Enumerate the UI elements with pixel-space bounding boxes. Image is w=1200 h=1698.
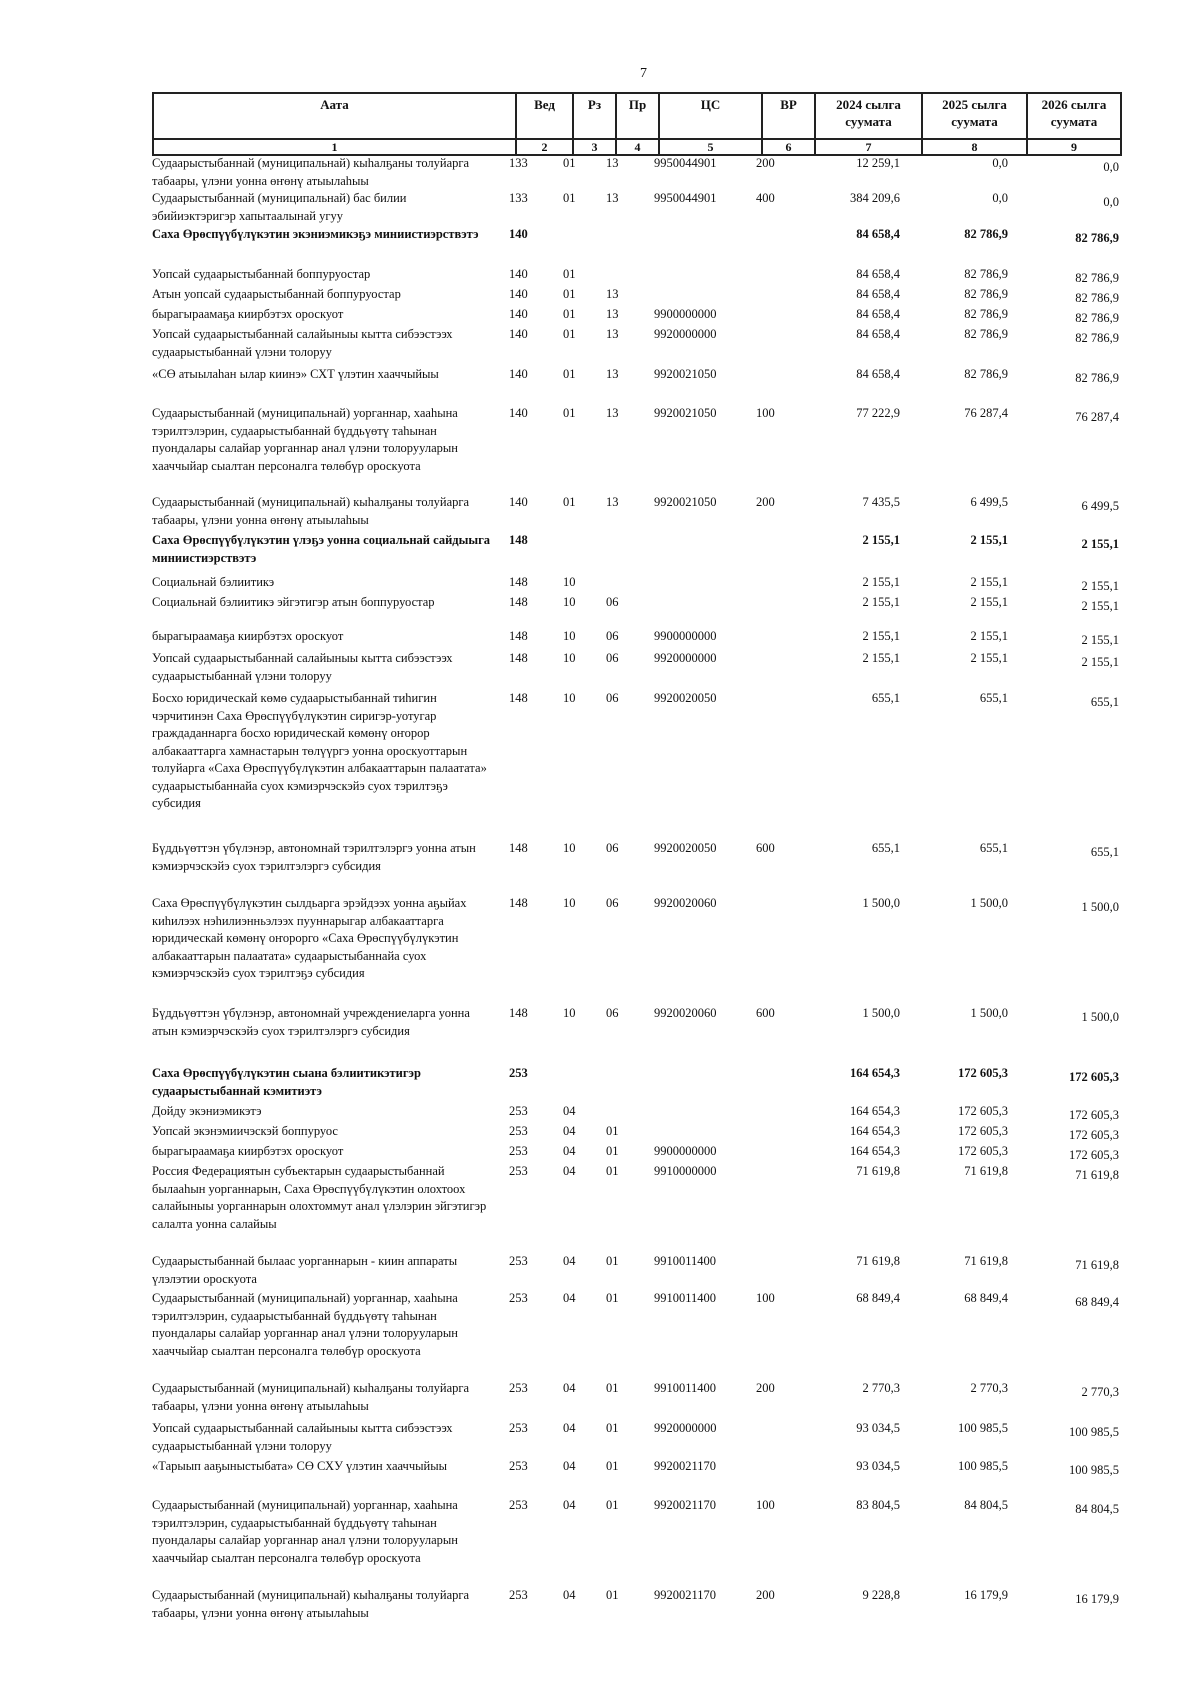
row-2026: 84 804,5 [1075, 1502, 1119, 1516]
row-2026: 655,1 [1090, 845, 1119, 859]
col-num: 8 [922, 139, 1027, 155]
row-ved: 253 [509, 1421, 528, 1435]
row-cs: 9920000000 [654, 651, 717, 665]
row-2025: 100 985,5 [958, 1459, 1008, 1473]
row-2025: 1 500,0 [970, 896, 1008, 910]
row-2026: 16 179,9 [1075, 1592, 1119, 1606]
row-cs: 9920021050 [654, 406, 717, 420]
row-rz: 04 [563, 1421, 576, 1435]
row-cs: 9920021170 [654, 1459, 717, 1473]
row-2025: 71 619,8 [964, 1164, 1008, 1178]
row-2025: 68 849,4 [964, 1291, 1008, 1305]
row-ved: 253 [509, 1381, 528, 1395]
row-ved: 140 [509, 495, 528, 509]
row-pr: 01 [606, 1124, 619, 1138]
row-name: «Тарыып ааҕыныстыбата» СӨ СХУ үлэтин хааччыйыы [152, 1459, 448, 1473]
row-cs: 9920020050 [654, 691, 717, 705]
row-ved: 140 [509, 327, 528, 341]
row-ved: 253 [509, 1291, 528, 1305]
row-2025: 82 786,9 [964, 327, 1008, 341]
row-2026: 2 155,1 [1081, 599, 1119, 613]
col-header-2025: 2025 сылга суумата [922, 93, 1027, 139]
row-rz: 04 [563, 1291, 576, 1305]
row-ved: 253 [509, 1164, 528, 1178]
row-vr: 100 [756, 406, 775, 420]
row-cs: 9920000000 [654, 327, 717, 341]
row-vr: 100 [756, 1291, 775, 1305]
row-2024: 2 155,1 [862, 575, 900, 589]
row-name: Судаарыстыбаннай (муниципальнай) кыһалҕаны толуйарга табаары, үлэни уонна өҥөнү атыылаһыы [152, 1381, 470, 1413]
page-number: 7 [640, 66, 647, 81]
row-ved: 140 [509, 367, 528, 381]
row-vr: 200 [756, 1588, 775, 1602]
row-name: Уопсай экэнэмиичэскэй боппуруос [152, 1124, 338, 1138]
row-2025: 2 770,3 [970, 1381, 1008, 1395]
row-pr: 06 [606, 841, 619, 855]
row-pr: 01 [606, 1588, 619, 1602]
row-vr: 200 [756, 495, 775, 509]
row-cs: 9910011400 [654, 1254, 717, 1268]
row-ved: 148 [509, 841, 528, 855]
row-cs: 9920020050 [654, 841, 717, 855]
row-name: бырагыраамаҕа киирбэтэх ороскуот [152, 629, 344, 643]
row-name: Дойду экэниэмикэтэ [152, 1104, 262, 1118]
row-ved: 140 [509, 227, 528, 241]
row-2024: 9 228,8 [862, 1588, 900, 1602]
row-2025: 655,1 [979, 691, 1008, 705]
row-2024: 2 155,1 [862, 629, 900, 643]
col-header-2024: 2024 сылга суумата [815, 93, 922, 139]
row-pr: 01 [606, 1421, 619, 1435]
row-rz: 10 [563, 629, 576, 643]
row-pr: 06 [606, 691, 619, 705]
row-2025: 0,0 [992, 156, 1008, 170]
row-pr: 06 [606, 629, 619, 643]
row-rz: 01 [563, 367, 576, 381]
row-ved: 148 [509, 629, 528, 643]
row-ved: 133 [509, 191, 528, 205]
col-header-pr: Пр [616, 93, 659, 139]
row-2026: 82 786,9 [1075, 291, 1119, 305]
row-2025: 82 786,9 [964, 227, 1008, 241]
row-ved: 253 [509, 1588, 528, 1602]
row-rz: 01 [563, 287, 576, 301]
row-2025: 100 985,5 [958, 1421, 1008, 1435]
row-rz: 10 [563, 595, 576, 609]
col-header-rz: Рз [573, 93, 616, 139]
row-2026: 0,0 [1103, 195, 1119, 209]
row-2025: 2 155,1 [970, 595, 1008, 609]
row-2026: 2 770,3 [1081, 1385, 1119, 1399]
row-vr: 400 [756, 191, 775, 205]
row-rz: 04 [563, 1459, 576, 1473]
row-ved: 253 [509, 1144, 528, 1158]
row-rz: 04 [563, 1381, 576, 1395]
row-ved: 148 [509, 896, 528, 910]
row-pr: 13 [606, 406, 619, 420]
row-2026: 2 155,1 [1081, 655, 1119, 669]
row-2025: 0,0 [992, 191, 1008, 205]
row-2024: 655,1 [871, 691, 900, 705]
row-2025: 172 605,3 [958, 1144, 1008, 1158]
row-2024: 2 770,3 [862, 1381, 900, 1395]
row-pr: 01 [606, 1381, 619, 1395]
row-2025: 2 155,1 [970, 629, 1008, 643]
row-name: бырагыраамаҕа киирбэтэх ороскуот [152, 307, 344, 321]
row-2024: 71 619,8 [856, 1254, 900, 1268]
row-2026: 2 155,1 [1081, 579, 1119, 593]
row-rz: 10 [563, 575, 576, 589]
row-2025: 82 786,9 [964, 307, 1008, 321]
col-num: 7 [815, 139, 922, 155]
row-ved: 253 [509, 1498, 528, 1512]
row-pr: 06 [606, 651, 619, 665]
row-2026: 1 500,0 [1081, 1010, 1119, 1024]
row-ved: 140 [509, 287, 528, 301]
row-2024: 12 259,1 [856, 156, 900, 170]
row-rz: 10 [563, 1006, 576, 1020]
row-rz: 04 [563, 1588, 576, 1602]
row-2024: 384 209,6 [850, 191, 900, 205]
row-ved: 133 [509, 156, 528, 170]
row-rz: 04 [563, 1144, 576, 1158]
row-2026: 82 786,9 [1075, 271, 1119, 285]
table-header [152, 92, 1122, 156]
row-vr: 200 [756, 1381, 775, 1395]
row-name: Судаарыстыбаннай (муниципальнай) кыһалҕаны толуйарга табаары, үлэни уонна өҥөнү атыылаһыы [152, 495, 470, 527]
row-2024: 93 034,5 [856, 1421, 900, 1435]
row-2024: 83 804,5 [856, 1498, 900, 1512]
row-2026: 82 786,9 [1075, 371, 1119, 385]
row-pr: 01 [606, 1291, 619, 1305]
row-rz: 10 [563, 651, 576, 665]
row-ved: 148 [509, 575, 528, 589]
row-2024: 93 034,5 [856, 1459, 900, 1473]
row-pr: 13 [606, 367, 619, 381]
row-ved: 148 [509, 691, 528, 705]
row-rz: 04 [563, 1164, 576, 1178]
row-2026: 82 786,9 [1075, 311, 1119, 325]
row-cs: 9900000000 [654, 1144, 717, 1158]
row-2025: 71 619,8 [964, 1254, 1008, 1268]
row-2024: 71 619,8 [856, 1164, 900, 1178]
row-name: Уопсай судаарыстыбаннай салайыныы кыттa сибээстээх судаарыстыбаннай үлэни толоруу [152, 1421, 453, 1453]
row-name: Бүддьүөттэн үбүлэнэр, автономнай тэрилтэлэргэ уонна атын кэмиэрчэскэйэ суох тэрилтэлэргэ субсидия [152, 841, 476, 873]
row-2026: 172 605,3 [1069, 1108, 1119, 1122]
row-ved: 140 [509, 307, 528, 321]
row-2024: 84 658,4 [856, 327, 900, 341]
row-cs: 9920021050 [654, 367, 717, 381]
row-name: Социальнай бэлиитикэ [152, 575, 275, 589]
row-vr: 100 [756, 1498, 775, 1512]
row-name: Атын уопсай судаарыстыбаннай боппуруостар [152, 287, 401, 301]
col-num: 9 [1027, 139, 1121, 155]
row-2026: 172 605,3 [1069, 1128, 1119, 1142]
col-num: 5 [659, 139, 762, 155]
row-name: Судаарыстыбаннай (муниципальнай) уорганнар, хааһына тэрилтэлэрин, судаарыстыбаннай бүддьүөтү таһынан пуондалары салайар уорганнар анал үлэни толорууларын хааччыйар сыалтан персоналга төлөбүр ороскуота [152, 1498, 458, 1565]
row-name: Судаарыстыбаннай (муниципальнай) бас билии эбийиэктэригэр хапытаалынай угуу [152, 191, 407, 223]
row-cs: 9920021170 [654, 1498, 717, 1512]
row-ved: 140 [509, 267, 528, 281]
row-2026: 2 155,1 [1081, 633, 1119, 647]
row-2024: 655,1 [871, 841, 900, 855]
row-2025: 6 499,5 [970, 495, 1008, 509]
row-name: Уопсай судаарыстыбаннай боппуруостар [152, 267, 371, 281]
row-name: Босхо юридическай көмө судаарыстыбаннай тиһигин чэрчитинэн Саха Өрөспүүбүлүкэтин сиригэр-уотугар граждаданнарга босхо юридическай көмөнү оҥорор албакааттарга хамнастарын төлүүргэ уонна ороскуоттарын толуйарга «Саха Өрөспүүбүлүкэтин албакааттарын палаатата» судаарыстыбаннайа суох кэмиэрчэскэйэ суох тэрилтэҕэ субсидия [152, 691, 487, 810]
row-pr: 01 [606, 1254, 619, 1268]
row-2025: 172 605,3 [958, 1066, 1008, 1080]
row-cs: 9920021170 [654, 1588, 717, 1602]
row-rz: 04 [563, 1498, 576, 1512]
row-cs: 9950044901 [654, 156, 717, 170]
col-header-name: Аата [153, 93, 516, 139]
row-name: Россия Федерациятын субъектарын судаарыстыбаннай былааһын уорганнарын, Саха Өрөспүүбүлүкэтин олохтоох салайыныы уорганнарын олохтоммут анал үлэлэрин эйгэтигэр салалта уонна салайыы [152, 1164, 487, 1231]
row-rz: 04 [563, 1124, 576, 1138]
row-cs: 9920020060 [654, 1006, 717, 1020]
row-cs: 9950044901 [654, 191, 717, 205]
row-2025: 16 179,9 [964, 1588, 1008, 1602]
row-cs: 9900000000 [654, 307, 717, 321]
row-pr: 13 [606, 495, 619, 509]
row-pr: 01 [606, 1164, 619, 1178]
row-pr: 13 [606, 327, 619, 341]
row-2024: 7 435,5 [862, 495, 900, 509]
row-pr: 01 [606, 1144, 619, 1158]
row-2026: 76 287,4 [1075, 410, 1119, 424]
row-cs: 9910011400 [654, 1291, 717, 1305]
row-2024: 2 155,1 [862, 595, 900, 609]
col-header-2026: 2026 сылга суумата [1027, 93, 1121, 139]
row-2024: 2 155,1 [862, 533, 900, 547]
row-2025: 1 500,0 [970, 1006, 1008, 1020]
row-2025: 2 155,1 [970, 575, 1008, 589]
row-pr: 13 [606, 191, 619, 205]
row-name: Саха Өрөспүүбүлүкэтин экэниэмикэҕэ миниистиэрствэтэ [152, 227, 479, 241]
row-2026: 71 619,8 [1075, 1168, 1119, 1182]
row-ved: 253 [509, 1104, 528, 1118]
row-2025: 2 155,1 [970, 651, 1008, 665]
col-header-ved: Вед [516, 93, 573, 139]
row-name: Уопсай судаарыстыбаннай салайыныы кыттa сибээстээх судаарыстыбаннай үлэни толоруу [152, 327, 453, 359]
row-cs: 9920000000 [654, 1421, 717, 1435]
row-pr: 01 [606, 1459, 619, 1473]
row-2024: 164 654,3 [850, 1104, 900, 1118]
row-pr: 06 [606, 1006, 619, 1020]
row-pr: 01 [606, 1498, 619, 1512]
row-rz: 01 [563, 495, 576, 509]
row-rz: 10 [563, 841, 576, 855]
row-rz: 10 [563, 896, 576, 910]
row-name: Судаарыстыбаннай былаас уорганнарын - киин аппараты үлэлэтии ороскуота [152, 1254, 458, 1286]
row-name: Уопсай судаарыстыбаннай салайыныы кыттa сибээстээх судаарыстыбаннай үлэни толоруу [152, 651, 453, 683]
row-2025: 2 155,1 [970, 533, 1008, 547]
row-name: Судаарыстыбаннай (муниципальнай) кыһалҕаны толуйарга табаары, үлэни уонна өҥөнү атыылаһыы [152, 156, 470, 188]
row-vr: 600 [756, 1006, 775, 1020]
row-ved: 253 [509, 1124, 528, 1138]
row-rz: 04 [563, 1104, 576, 1118]
row-name: «СӨ атыылаһан ылар киинэ» СХТ үлэтин хааччыйыы [152, 367, 439, 381]
row-2025: 84 804,5 [964, 1498, 1008, 1512]
row-2024: 164 654,3 [850, 1124, 900, 1138]
col-header-cs: ЦС [659, 93, 762, 139]
row-rz: 01 [563, 267, 576, 281]
row-2026: 100 985,5 [1069, 1463, 1119, 1477]
row-2026: 82 786,9 [1075, 331, 1119, 345]
row-name: Судаарыстыбаннай (муниципальнай) уорганнар, хааһына тэрилтэлэрин, судаарыстыбаннай бүддьүөтү таһынан пуондалары салайар уорганнар анал үлэни толорууларын хааччыйар сыалтан персоналга төлөбүр ороскуота [152, 406, 458, 473]
row-2025: 172 605,3 [958, 1104, 1008, 1118]
row-2024: 77 222,9 [856, 406, 900, 420]
col-num: 4 [616, 139, 659, 155]
row-pr: 13 [606, 156, 619, 170]
row-2024: 1 500,0 [862, 1006, 900, 1020]
row-vr: 200 [756, 156, 775, 170]
row-2025: 655,1 [979, 841, 1008, 855]
row-ved: 140 [509, 406, 528, 420]
row-ved: 253 [509, 1459, 528, 1473]
col-header-vr: ВР [762, 93, 815, 139]
row-2024: 1 500,0 [862, 896, 900, 910]
col-num: 3 [573, 139, 616, 155]
row-ved: 148 [509, 595, 528, 609]
row-cs: 9920020060 [654, 896, 717, 910]
row-rz: 01 [563, 191, 576, 205]
row-2024: 68 849,4 [856, 1291, 900, 1305]
row-rz: 01 [563, 406, 576, 420]
row-2025: 82 786,9 [964, 267, 1008, 281]
row-2026: 6 499,5 [1081, 499, 1119, 513]
row-2026: 655,1 [1090, 695, 1119, 709]
row-rz: 01 [563, 307, 576, 321]
row-2025: 82 786,9 [964, 287, 1008, 301]
row-2025: 82 786,9 [964, 367, 1008, 381]
row-2025: 172 605,3 [958, 1124, 1008, 1138]
row-2026: 2 155,1 [1081, 537, 1119, 551]
row-cs: 9910000000 [654, 1164, 717, 1178]
row-2025: 76 287,4 [964, 406, 1008, 420]
row-pr: 13 [606, 287, 619, 301]
row-rz: 01 [563, 327, 576, 341]
row-name: Судаарыстыбаннай (муниципальнай) уорганнар, хааһына тэрилтэлэрин, судаарыстыбаннай бүддьүөтү таһынан пуондалары салайар уорганнар анал үлэни толорууларын хааччыйар сыалтан персоналга төлөбүр ороскуота [152, 1291, 458, 1358]
row-pr: 06 [606, 896, 619, 910]
row-name: бырагыраамаҕа киирбэтэх ороскуот [152, 1144, 344, 1158]
row-name: Социальнай бэлиитикэ эйгэтигэр атын боппуруостар [152, 595, 435, 609]
row-rz: 01 [563, 156, 576, 170]
col-num: 1 [153, 139, 516, 155]
col-num: 2 [516, 139, 573, 155]
row-2024: 164 654,3 [850, 1144, 900, 1158]
row-pr: 13 [606, 307, 619, 321]
row-2026: 172 605,3 [1069, 1070, 1119, 1084]
row-2024: 84 658,4 [856, 267, 900, 281]
row-2026: 100 985,5 [1069, 1425, 1119, 1439]
row-2026: 82 786,9 [1075, 231, 1119, 245]
row-cs: 9910011400 [654, 1381, 717, 1395]
row-2024: 84 658,4 [856, 367, 900, 381]
row-2026: 1 500,0 [1081, 900, 1119, 914]
row-cs: 9920021050 [654, 495, 717, 509]
row-rz: 04 [563, 1254, 576, 1268]
row-2026: 68 849,4 [1075, 1295, 1119, 1309]
row-name: Саха Өрөспүүбүлүкэтин үлэҕэ уонна социальнай сайдыыга миниистиэрствэтэ [152, 533, 491, 565]
row-2024: 2 155,1 [862, 651, 900, 665]
row-name: Бүддьүөттэн үбүлэнэр, автономнай учреждениеларга уонна атын кэмиэрчэскэйэ суох тэрилтэлэргэ субсидия [152, 1006, 470, 1038]
row-2024: 164 654,3 [850, 1066, 900, 1080]
row-ved: 253 [509, 1066, 528, 1080]
row-rz: 10 [563, 691, 576, 705]
row-2024: 84 658,4 [856, 227, 900, 241]
row-2024: 84 658,4 [856, 287, 900, 301]
row-name: Саха Өрөспүүбүлүкэтин сыана бэлиитикэтигэр судаарыстыбаннай кэмитиэтэ [152, 1066, 421, 1098]
col-num: 6 [762, 139, 815, 155]
row-ved: 253 [509, 1254, 528, 1268]
row-ved: 148 [509, 651, 528, 665]
row-2026: 0,0 [1103, 160, 1119, 174]
row-2026: 172 605,3 [1069, 1148, 1119, 1162]
row-name: Судаарыстыбаннай (муниципальнай) кыһалҕаны толуйарга табаары, үлэни уонна өҥөнү атыылаһыы [152, 1588, 470, 1620]
row-cs: 9900000000 [654, 629, 717, 643]
row-ved: 148 [509, 533, 528, 547]
row-name: Саха Өрөспүүбүлүкэтин сылдьарга эрэйдээх уонна аҕыйах киһилээх нэһилиэнньэлээх пууннарыгар албакааттарга юридическай көмөнү оҥорорго «Саха Өрөспүүбүлүкэтин албакааттарын палаатата» судаарыстыбаннайа суох кэмиэрчэскэйэ суох тэрилтэҕэ субсидия [152, 896, 467, 980]
row-vr: 600 [756, 841, 775, 855]
row-2026: 71 619,8 [1075, 1258, 1119, 1272]
row-2024: 84 658,4 [856, 307, 900, 321]
row-ved: 148 [509, 1006, 528, 1020]
row-pr: 06 [606, 595, 619, 609]
